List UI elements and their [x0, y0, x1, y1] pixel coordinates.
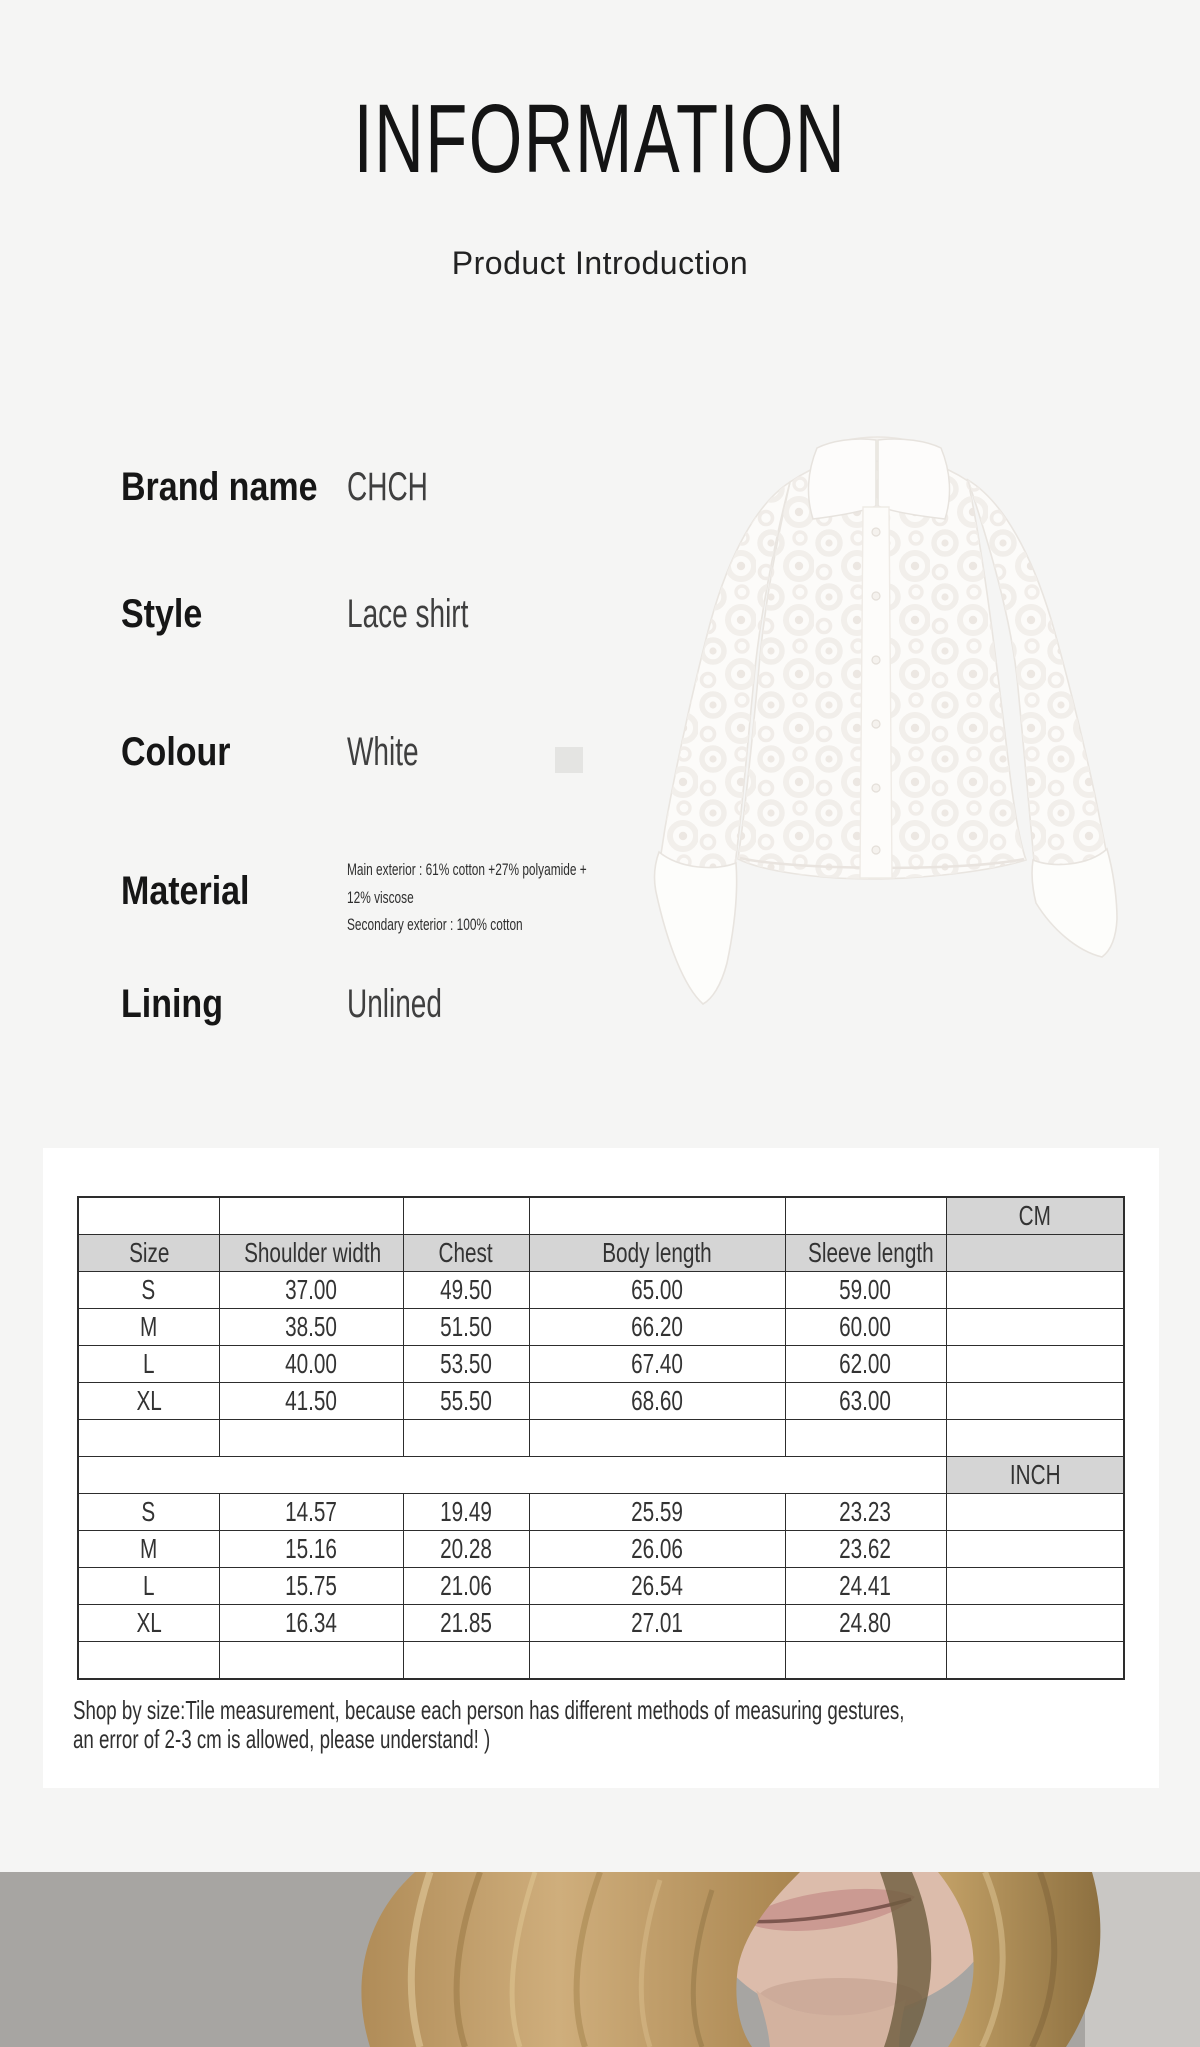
table-cell: 27.01 [529, 1605, 785, 1642]
shirt-cuff-right [1032, 849, 1117, 957]
attribute-label: Lining [121, 982, 223, 1026]
table-cell [946, 1309, 1124, 1346]
table-cell [946, 1642, 1124, 1680]
size-note-line2: an error of 2-3 cm is allowed, please understand! ) [73, 1723, 491, 1754]
table-header-cell: Sleeve length [785, 1235, 946, 1272]
table-row [78, 1420, 1124, 1457]
table-cell: 14.57 [219, 1494, 403, 1531]
table-cell: 38.50 [219, 1309, 403, 1346]
table-cell: 68.60 [529, 1383, 785, 1420]
table-row [78, 1235, 1124, 1272]
table-cell [946, 1568, 1124, 1605]
attribute-label: Style [121, 592, 203, 636]
table-cell: M [78, 1531, 219, 1568]
table-cell: 24.41 [785, 1568, 946, 1605]
table-cell [403, 1642, 529, 1680]
table-cell [78, 1197, 219, 1235]
table-header-cell: Shoulder width [219, 1235, 403, 1272]
table-cell [946, 1420, 1124, 1457]
table-cell: 49.50 [403, 1272, 529, 1309]
table-cell: 66.20 [529, 1309, 785, 1346]
table-cell: 25.59 [529, 1494, 785, 1531]
table-cell: 23.23 [785, 1494, 946, 1531]
table-cell: 16.34 [219, 1605, 403, 1642]
table-cell: 15.16 [219, 1531, 403, 1568]
attribute-value-material: Main exterior : 61% cotton +27% polyamide + 12% viscose Secondary exterior : 100% cotton [347, 861, 587, 934]
shirt-cuff-left [655, 852, 737, 1004]
table-row [78, 1642, 1124, 1680]
table-cell: 55.50 [403, 1383, 529, 1420]
table-cell: 37.00 [219, 1272, 403, 1309]
table-cell: 26.06 [529, 1531, 785, 1568]
table-cell [219, 1197, 403, 1235]
table-cell [785, 1642, 946, 1680]
model-photo [0, 1872, 1200, 2047]
table-cell: 21.85 [403, 1605, 529, 1642]
attribute-label: Colour [121, 730, 231, 774]
table-cell [529, 1420, 785, 1457]
table-cell: 23.62 [785, 1531, 946, 1568]
attribute-row-style [121, 592, 721, 636]
table-cell [78, 1457, 946, 1494]
table-cell [946, 1494, 1124, 1531]
table-row [78, 1531, 1124, 1568]
shirt-placket [860, 507, 892, 878]
table-cell [78, 1420, 219, 1457]
table-cell: 53.50 [403, 1346, 529, 1383]
table-row [78, 1383, 1124, 1420]
table-cell [529, 1197, 785, 1235]
table-cell: 21.06 [403, 1568, 529, 1605]
table-cell: 60.00 [785, 1309, 946, 1346]
table-cell [219, 1642, 403, 1680]
table-cell: 41.50 [219, 1383, 403, 1420]
size-note-line1: Shop by size:Tile measurement, because each person has different methods of measuring gestures, [73, 1695, 905, 1725]
table-cell [946, 1346, 1124, 1383]
table-cell: 15.75 [219, 1568, 403, 1605]
table-row [78, 1346, 1124, 1383]
table-cell [78, 1642, 219, 1680]
table-cell [946, 1272, 1124, 1309]
table-cell [946, 1531, 1124, 1568]
table-cell: S [78, 1272, 219, 1309]
page-title: INFORMATION [353, 84, 847, 193]
table-cell [946, 1605, 1124, 1642]
table-header-cell: Size [78, 1235, 219, 1272]
table-cell [785, 1197, 946, 1235]
table-header-cell: Chest [403, 1235, 529, 1272]
table-cell: L [78, 1346, 219, 1383]
table-cell: 59.00 [785, 1272, 946, 1309]
table-cell: L [78, 1568, 219, 1605]
lace-shirt-illustration [640, 420, 1160, 1100]
table-cell [403, 1197, 529, 1235]
attribute-row-colour [121, 730, 721, 774]
table-cell: M [78, 1309, 219, 1346]
table-cell [219, 1420, 403, 1457]
size-table-body [78, 1197, 1124, 1679]
attribute-row-lining [121, 982, 721, 1026]
table-cell: 40.00 [219, 1346, 403, 1383]
table-cell: 19.49 [403, 1494, 529, 1531]
table-row [78, 1457, 1124, 1494]
table-cell: 63.00 [785, 1383, 946, 1420]
attribute-label: Material [121, 869, 250, 913]
colour-swatch [555, 747, 583, 773]
table-header-cell: Body length [529, 1235, 785, 1272]
table-row [78, 1272, 1124, 1309]
model-photo-illustration [0, 1872, 1200, 2047]
size-note [73, 1696, 1133, 1753]
size-table-panel [43, 1148, 1159, 1788]
table-cell: 67.40 [529, 1346, 785, 1383]
table-cell [946, 1383, 1124, 1420]
table-cell: 62.00 [785, 1346, 946, 1383]
table-cell: XL [78, 1383, 219, 1420]
table-row [78, 1605, 1124, 1642]
table-cell: 24.80 [785, 1605, 946, 1642]
table-cell: 65.00 [529, 1272, 785, 1309]
table-cell [529, 1642, 785, 1680]
table-row [78, 1568, 1124, 1605]
table-row [78, 1494, 1124, 1531]
table-cell [946, 1235, 1124, 1272]
table-cell [785, 1420, 946, 1457]
table-cell: 20.28 [403, 1531, 529, 1568]
table-cell: 51.50 [403, 1309, 529, 1346]
table-header-cell: INCH [946, 1457, 1124, 1494]
attribute-row-material [121, 861, 721, 934]
product-photo-shirt [640, 420, 1160, 1100]
table-row [78, 1309, 1124, 1346]
page-subtitle: Product Introduction [451, 245, 749, 281]
attribute-value: White [347, 730, 419, 774]
attribute-row-brand [121, 465, 721, 509]
table-cell: XL [78, 1605, 219, 1642]
attribute-value: Lace shirt [347, 592, 469, 636]
attribute-value: Unlined [347, 982, 442, 1026]
attribute-value: CHCH [347, 465, 428, 509]
table-row [78, 1197, 1124, 1235]
table-cell [403, 1420, 529, 1457]
table-cell: 26.54 [529, 1568, 785, 1605]
size-table [77, 1196, 1125, 1680]
attribute-label: Brand name [121, 465, 318, 509]
table-header-cell: CM [946, 1197, 1124, 1235]
table-cell: S [78, 1494, 219, 1531]
